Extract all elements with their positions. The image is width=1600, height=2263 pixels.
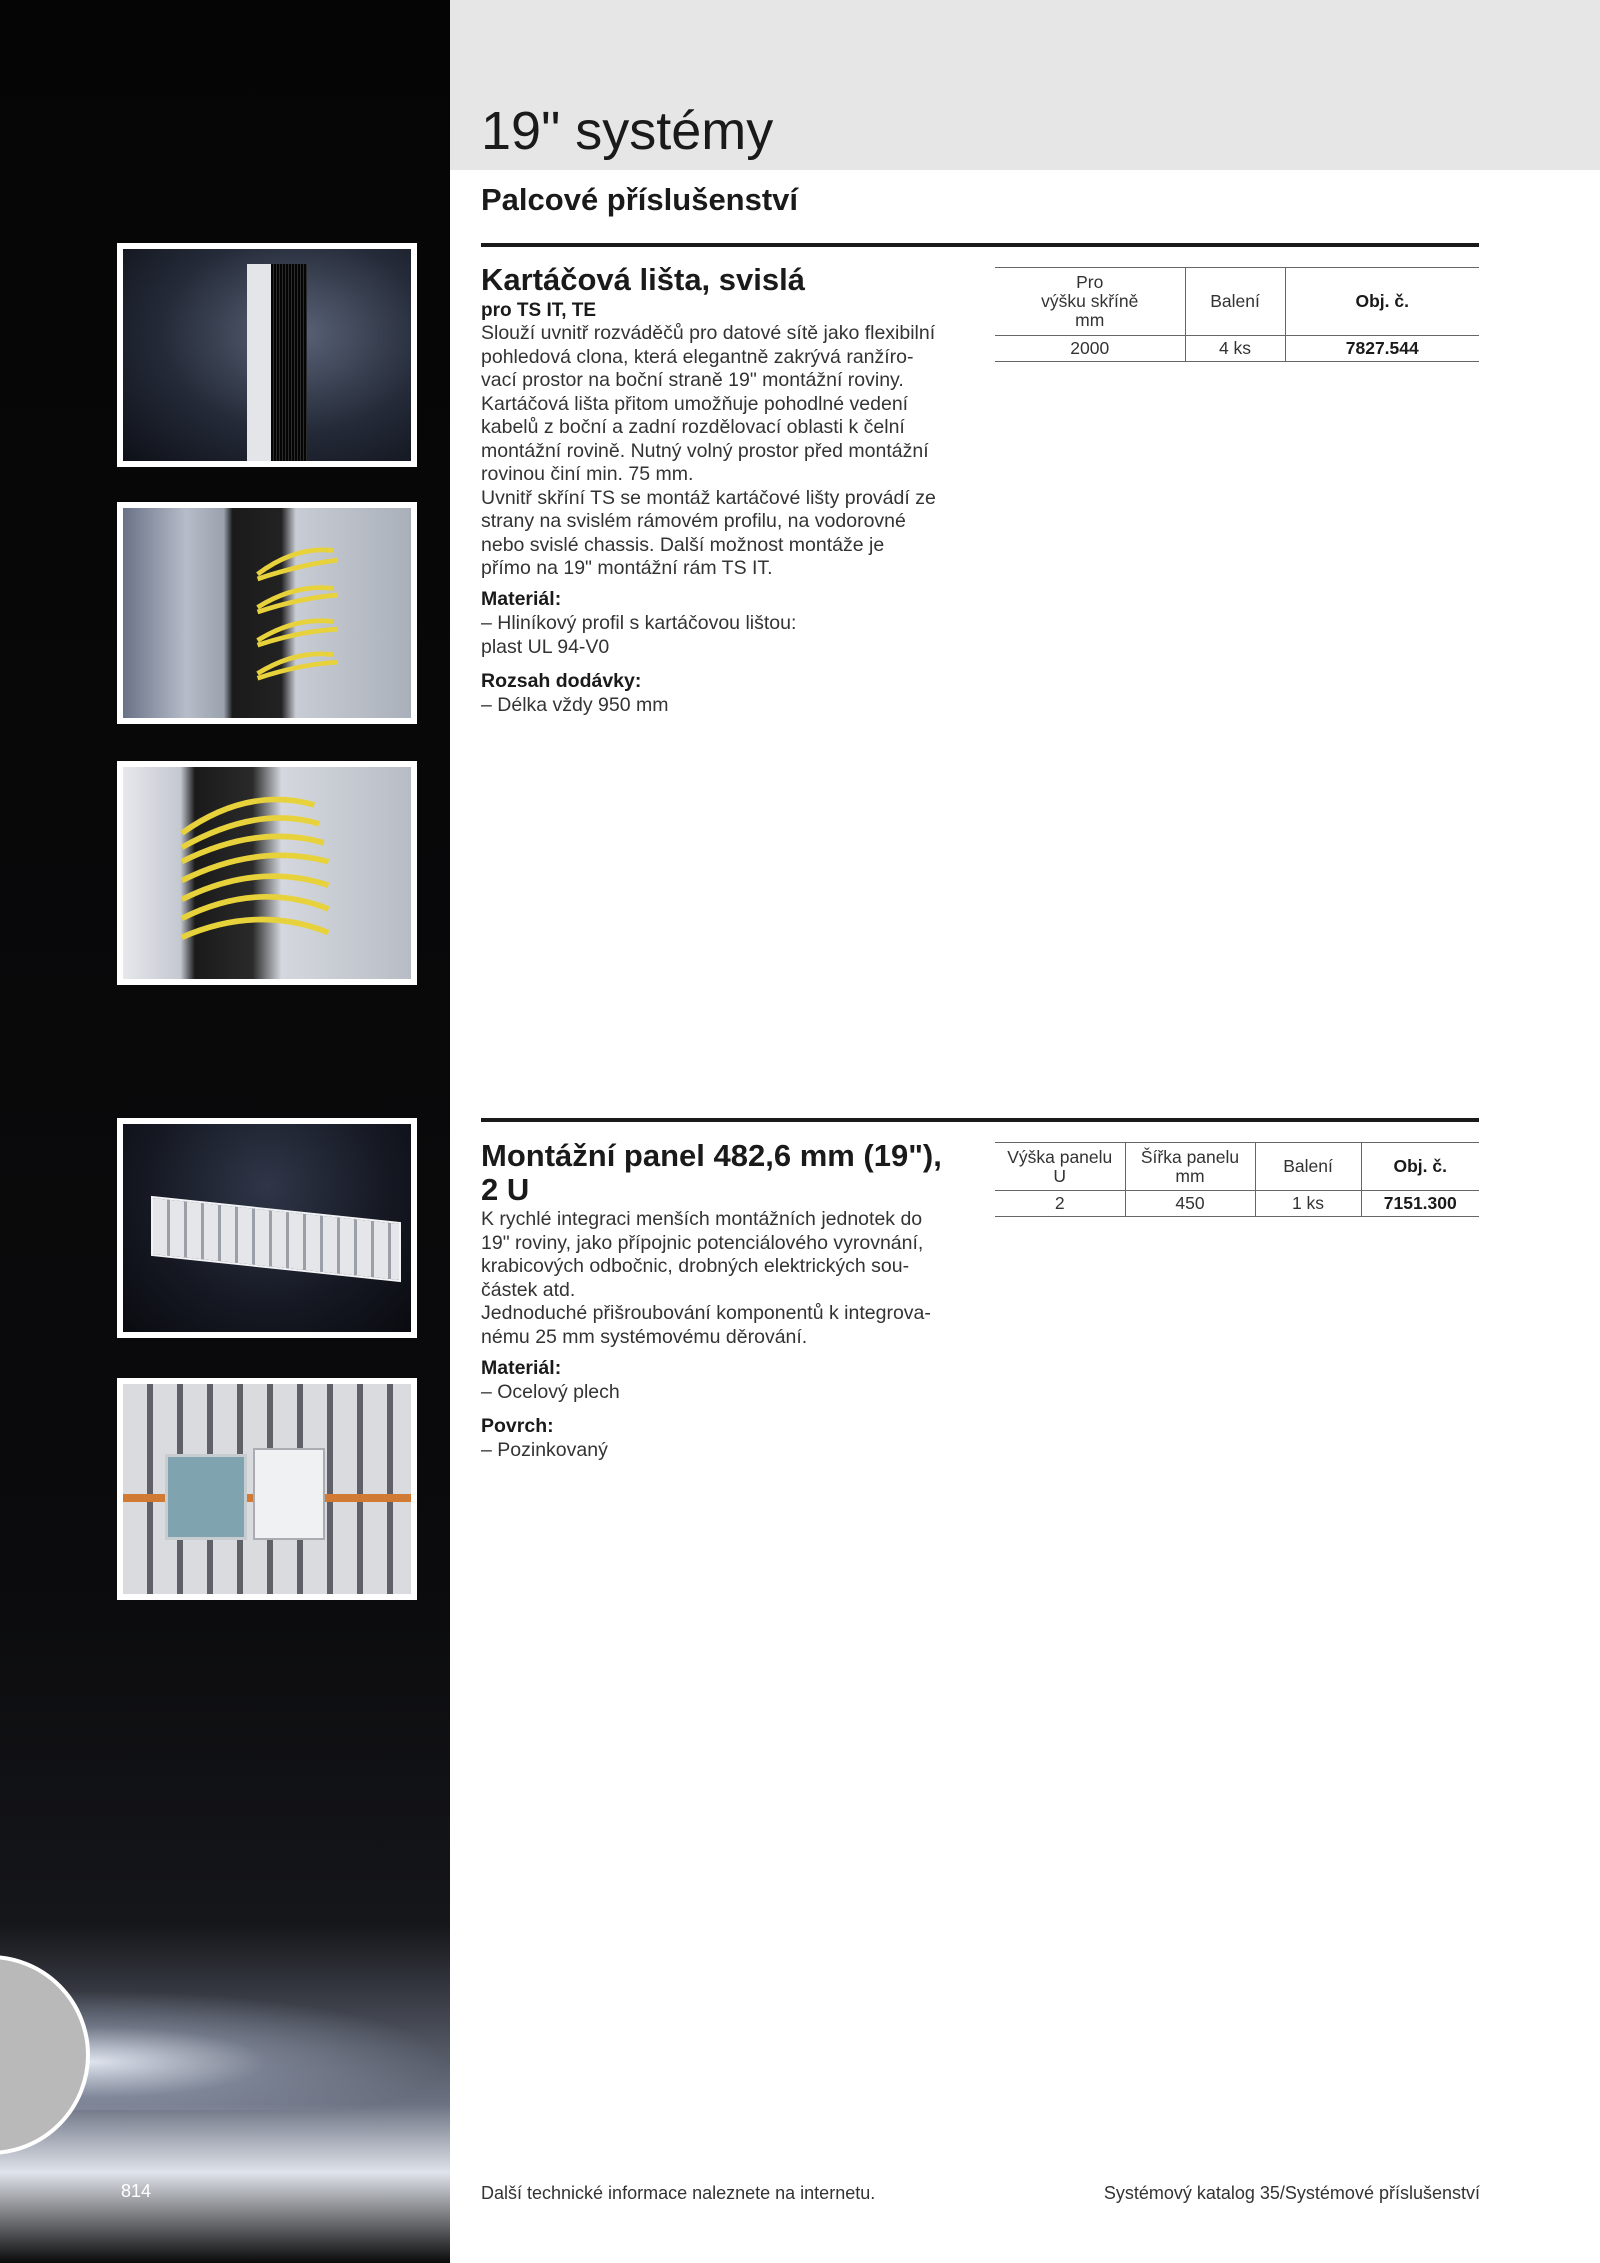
description-line: nému 25 mm systémovému děrování.: [481, 1325, 808, 1348]
material-list-2: [481, 1381, 620, 1405]
product-title-mounting-panel-1: Montážní panel 482,6 mm (19"),: [481, 1138, 942, 1173]
description-line: kabelů z boční a zadní rozdělovací oblasti k čelní: [481, 416, 905, 438]
description-line: Uvnitř skříní TS se montáž kartáčové lišty provádí ze: [481, 486, 936, 509]
mounting-panel-shape: [151, 1196, 401, 1282]
description-line: krabicových odbočnic, drobných elektrických sou-: [481, 1255, 910, 1277]
spec-table-mounting-panel: [995, 1142, 1479, 1217]
description-line: pohledová clona, která elegantně zakrývá ranžíro-: [481, 345, 914, 368]
material-label: Materiál:: [481, 588, 562, 610]
list-item: – Ocelový plech: [481, 1381, 620, 1403]
scope-label: Rozsah dodávky:: [481, 670, 642, 692]
description-line: vací prostor na boční straně 19" montážní roviny.: [481, 369, 904, 391]
chapter-tab: [0, 1955, 90, 2155]
list-item: – Hliníkový profil s kartáčovou lištou:: [481, 612, 797, 634]
description-line: K rychlé integraci menších montážních jednotek do: [481, 1208, 923, 1230]
aluminium-profile: [247, 264, 271, 464]
cell-order-number: 7827.544: [1285, 336, 1479, 362]
description-line: Kartáčová lišta přitom umožňuje pohodlné vedení: [481, 392, 909, 415]
header-cabinet-height: Pro výšku skříně mm: [995, 268, 1185, 336]
cell-packaging: 4 ks: [1185, 336, 1285, 362]
product-photo-mounting-panel-installed: [117, 1378, 417, 1600]
section-divider-1: [481, 243, 1479, 247]
header-order-number: Obj. č.: [1285, 268, 1479, 336]
cell-cabinet-height: 2000: [995, 336, 1185, 362]
cell-order-number: 7151.300: [1361, 1191, 1479, 1217]
description-line: 19" roviny, jako přípojnic potenciálového vyrovnání,: [481, 1231, 924, 1254]
list-item: plast UL 94-V0: [481, 635, 610, 658]
list-item: – Pozinkovaný: [481, 1439, 608, 1461]
description-line: nebo svislé chassis. Další možnost montáže je: [481, 533, 885, 556]
header-packaging: Balení: [1255, 1143, 1361, 1191]
description-line: Slouží uvnitř rozváděčů pro datové sítě jako flexibilní: [481, 322, 936, 344]
scope-list: [481, 694, 669, 718]
footer-catalog: Systémový katalog 35/Systémové příslušenství: [1103, 2183, 1480, 2203]
header-packaging: Balení: [1185, 268, 1285, 336]
section-divider-2: [481, 1118, 1479, 1122]
product-title-brush-strip: Kartáčová lišta, svislá: [481, 262, 805, 297]
description-line: Jednoduché přišroubování komponentů k integrova-: [481, 1302, 931, 1324]
list-item: – Délka vždy 950 mm: [481, 694, 669, 716]
surface-list: [481, 1439, 608, 1463]
product-photo-brush-cables: [117, 502, 417, 724]
material-label-2: Materiál:: [481, 1357, 562, 1379]
page-number: 814: [121, 2181, 152, 2201]
page-title: 19" systémy: [481, 101, 774, 161]
description-line: strany na svislém rámovém profilu, na vodorovné: [481, 510, 906, 532]
cell-panel-height: 2: [995, 1191, 1125, 1217]
header-order-number: Obj. č.: [1361, 1143, 1479, 1191]
cables-illustration: [123, 508, 411, 718]
brush-bristles: [271, 264, 307, 464]
section-title: Palcové příslušenství: [481, 182, 799, 217]
cables-illustration-closeup: [123, 767, 411, 979]
product-description: [481, 322, 971, 581]
product-title-mounting-panel-2: 2 U: [481, 1172, 530, 1207]
header-panel-width: Šířka panelu mm: [1125, 1143, 1255, 1191]
cell-panel-width: 450: [1125, 1191, 1255, 1217]
description-line: montážní rovině. Nutný volný prostor před montážní: [481, 439, 929, 462]
terminal-box: [253, 1448, 325, 1540]
description-line: rovinou činí min. 75 mm.: [481, 463, 694, 485]
description-line: přímo na 19" montážní rám TS IT.: [481, 557, 773, 579]
product-photo-brush-cables-closeup: [117, 761, 417, 985]
junction-box: [165, 1454, 247, 1540]
spec-table-brush-strip: [995, 267, 1479, 362]
description-line: částek atd.: [481, 1278, 576, 1301]
footer-note: Další technické informace naleznete na internetu.: [481, 2183, 876, 2203]
surface-label: Povrch:: [481, 1415, 554, 1437]
material-list: [481, 612, 796, 659]
product-subtitle: pro TS IT, TE: [481, 300, 597, 321]
product-description-2: [481, 1208, 971, 1349]
cell-packaging: 1 ks: [1255, 1191, 1361, 1217]
product-photo-brush-strip: [117, 243, 417, 467]
header-panel-height: Výška panelu U: [995, 1143, 1125, 1191]
product-photo-mounting-panel: [117, 1118, 417, 1338]
